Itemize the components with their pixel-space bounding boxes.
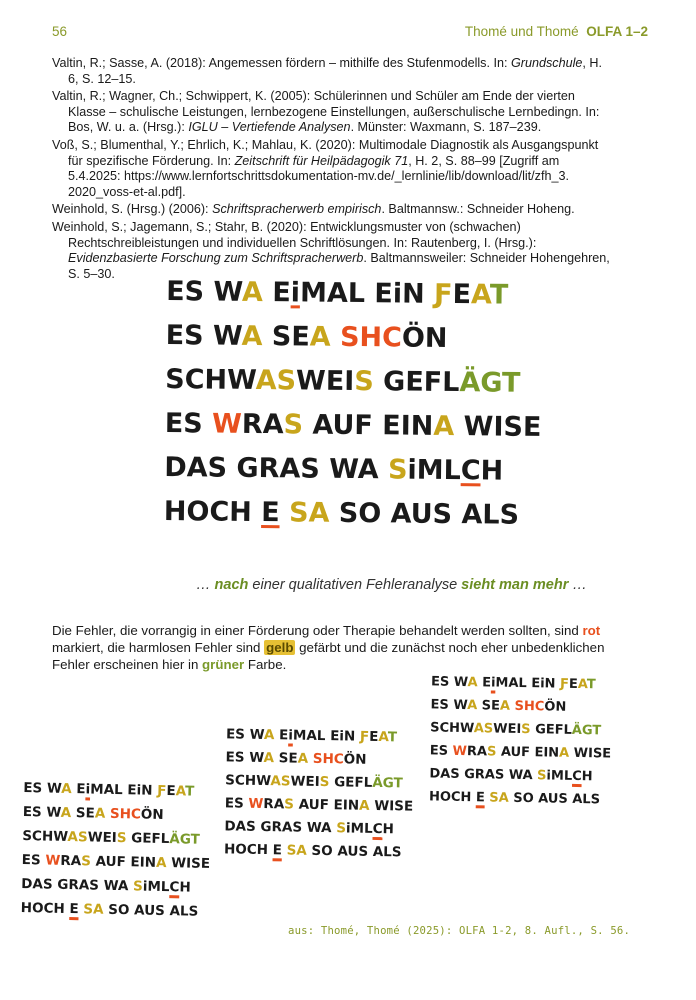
reference-list xyxy=(52,56,612,284)
handwriting-line: SCHWASWEIS GEFLÄGT xyxy=(22,828,201,848)
handwriting-line: DAS GRAS WA SiMLCH xyxy=(224,818,395,838)
page-header xyxy=(52,24,648,44)
handwriting-line: DAS GRAS WA SiMLCH xyxy=(429,766,593,785)
handwriting-sample-right xyxy=(429,670,613,811)
handwriting-sample-middle xyxy=(224,723,415,864)
caption-accent-sieht: sieht man mehr xyxy=(461,577,569,593)
handwriting-line: ES WA EiMAL EiN ƑEAT xyxy=(23,780,195,800)
handwriting-line: ES WA EiMAL EiN ƑEAT xyxy=(225,726,398,746)
caption-accent-nach: nach xyxy=(214,577,249,593)
handwriting-line: ES WRAS AUF EINA WISE xyxy=(164,408,542,443)
color-word-yellow: gelb xyxy=(266,640,294,655)
running-head xyxy=(465,24,648,39)
reference-entry: Weinhold, S. (Hrsg.) (2006): Schriftspracherwerb empirisch. Baltmannsw.: Schneider Hoheng. xyxy=(52,202,575,217)
handwriting-line: ES WRAS AUF EINA WISE xyxy=(224,795,414,815)
handwriting-line: DAS GRAS WA SiMLCH xyxy=(21,876,191,896)
handwriting-line: HOCH E SA SO AUS ALS xyxy=(223,841,402,861)
handwriting-line: SCHWASWEIS GEFLÄGT xyxy=(225,772,403,792)
handwriting-line: SCHWASWEIS GEFLÄGT xyxy=(430,720,602,739)
reference-entry: Voß, S.; Blumenthal, Y.; Ehrlich, K.; Mahlau, K. (2020): Multimodale Diagnostik als Ausgangspunkt für spezifische Förderung. In: Zeitschrift für Heilpädagogik 71, H. 2, S. 88–99 [Zugriff am 5.4.2025: https://www.lernfortschrittsdokumentation-mv.de/_lernlinie/lib/download/lit/zfh_3. 2020_voss-et-al.pdf]. xyxy=(52,137,599,199)
handwriting-line: ES WRAS AUF EINA WISE xyxy=(429,743,612,762)
handwriting-line: ES WA SEA SHCÖN xyxy=(22,804,164,823)
reference-entry: Valtin, R.; Wagner, Ch.; Schwippert, K. (2005): Schülerinnen und Schüler am Ende der vierten Klasse – schulische Leistungen, lernbezogene Einstellungen, außerschulische Lernbedingn. In: Bos, W. u. a. (Hrsg.): IGLU – Vertiefende Analysen. Münster: Waxmann, S. 187–239. xyxy=(52,89,600,135)
handwriting-sample-left xyxy=(21,776,212,924)
reference-entry: Valtin, R.; Sasse, A. (2018): Angemessen fördern – mithilfe des Stufenmodells. In: Grundschule, H. 6, S. 12–15. xyxy=(52,56,602,86)
page-number: 56 xyxy=(52,24,68,39)
handwriting-line: SCHWASWEIS GEFLÄGT xyxy=(165,364,521,399)
handwriting-line: HOCH E SA SO AUS ALS xyxy=(428,789,601,808)
running-head-series: OLFA 1–2 xyxy=(586,24,648,39)
handwriting-line: DAS GRAS WA SiMLCH xyxy=(164,452,504,487)
handwriting-line: ES WA SEA SHCÖN xyxy=(165,320,448,354)
color-word-red: rot xyxy=(582,623,601,638)
handwriting-line: ES WA SEA SHCÖN xyxy=(225,749,367,768)
running-head-authors: Thomé und Thomé xyxy=(464,24,579,39)
color-word-green: grüner xyxy=(202,657,245,672)
handwriting-line: ES WA EiMAL EiN ƑEAT xyxy=(166,276,509,311)
source-note: aus: Thomé, Thomé (2025): OLFA 1-2, 8. Aufl., S. 56. xyxy=(288,925,631,937)
handwriting-line: ES WA EiMAL EiN ƑEAT xyxy=(430,674,596,693)
handwriting-line: HOCH E SA SO AUS ALS xyxy=(20,900,199,920)
handwriting-line: HOCH E SA SO AUS ALS xyxy=(163,496,520,531)
reference-entry: Weinhold, S.; Jagemann, S.; Stahr, B. (2020): Entwicklungsmuster von (schwachen) Rechtschreibleistungen und individuellen Schriftlösungen. In: Rautenberg, I. (Hrsg.): Evidenzbasierte Forschung zum Schriftspracherwerb. Baltmannsweiler: Schneider Hohengehren, S. 5–30. xyxy=(52,219,610,281)
handwriting-line: ES WA SEA SHCÖN xyxy=(430,697,567,715)
handwriting-sample-large xyxy=(164,270,543,538)
figure-caption: … nach einer qualitativen Fehleranalyse sieht man mehr … xyxy=(196,577,587,593)
body-paragraph: Die Fehler, die vorrangig in einer Förderung oder Therapie behandelt werden sollten, sind rot markiert, die harmlosen Fehler sind gelb gefärbt und die zunächst noch eher unbedenklichen Fehler erscheinen hier in grüner Farbe. xyxy=(52,623,605,672)
handwriting-line: ES WRAS AUF EINA WISE xyxy=(21,852,211,872)
